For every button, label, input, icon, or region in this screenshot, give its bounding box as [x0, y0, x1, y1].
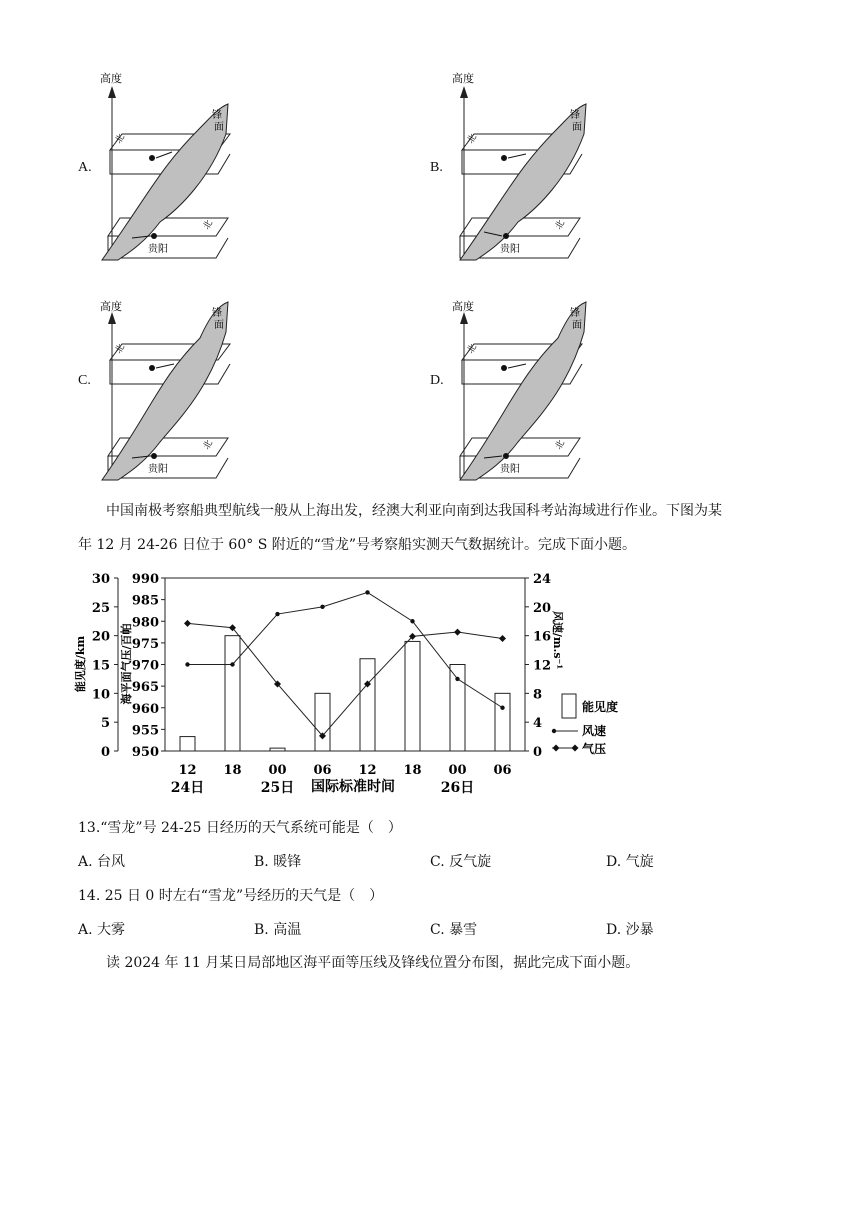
wind-axis-label: 风速/m.s⁻¹ [551, 610, 564, 670]
q14-option-a[interactable]: A. 大雾 [78, 922, 126, 938]
intro-paragraph [78, 494, 778, 562]
lower-point [151, 453, 157, 459]
x-tick-label: 18 [403, 763, 422, 778]
front-surface [102, 104, 228, 260]
visibility-tick-label: 20 [91, 629, 110, 645]
date-label: 25日 [260, 780, 295, 796]
visibility-bar [495, 693, 510, 751]
axis-arrow [108, 86, 116, 98]
x-tick-label: 06 [493, 763, 512, 778]
axis-arrow [108, 312, 116, 324]
wind-point [500, 706, 504, 710]
legend-bar-swatch [562, 694, 576, 718]
wind-point [320, 605, 324, 609]
q14-option-b[interactable]: B. 高温 [254, 922, 302, 938]
pressure-tick-label: 965 [131, 680, 159, 696]
pressure-tick-label: 990 [131, 572, 159, 587]
date-label: 24日 [170, 780, 205, 796]
pressure-tick-label: 960 [131, 701, 159, 717]
north-label-upper: 北 [113, 342, 128, 356]
visibility-tick-label: 15 [91, 658, 110, 674]
front-label-1: 锋 [570, 308, 580, 319]
axis-arrow [460, 86, 468, 98]
city-label: 贵阳 [148, 464, 168, 475]
city-label: 贵阳 [500, 464, 520, 475]
upper-wind-arrow [156, 152, 172, 158]
wind-tick-label: 16 [533, 629, 552, 645]
wind-tick-label: 12 [533, 658, 552, 674]
q13-option-a[interactable]: A. 台风 [78, 854, 126, 870]
front-diagram-d [442, 270, 622, 490]
x-tick-label: 12 [358, 763, 377, 778]
wind-tick-label: 20 [533, 600, 552, 616]
visibility-tick-label: 0 [100, 745, 110, 760]
question-13: 13.“雪龙”号 24-25 日经历的天气系统可能是（ ） [78, 820, 402, 836]
upper-wind-arrow [508, 364, 526, 368]
city-label: 贵阳 [500, 244, 520, 255]
question-14: 14. 25 日 0 时左右“雪龙”号经历的天气是（ ） [78, 888, 384, 904]
wind-point [410, 619, 414, 623]
q13-option-c[interactable]: C. 反气旋 [430, 854, 492, 870]
front-diagram-a [90, 66, 250, 266]
chart-xlabel: 国际标准时间 [311, 779, 395, 795]
pressure-axis-label: 海平面气压/百帕 [120, 623, 133, 705]
front-surface [460, 104, 586, 260]
front-label-1: 锋 [212, 308, 222, 319]
pressure-point [499, 635, 506, 642]
north-label-lower: 北 [201, 438, 216, 452]
axis-label: 高度 [100, 72, 122, 85]
wind-tick-label: 24 [533, 572, 552, 587]
axis-label: 高度 [452, 72, 474, 85]
front-label-2: 面 [572, 320, 582, 331]
upper-point [149, 155, 155, 161]
north-label-lower: 北 [201, 218, 216, 232]
wind-point [455, 677, 459, 681]
lower-point [503, 453, 509, 459]
legend-pressure: 气压 [582, 742, 607, 756]
wind-point [275, 612, 279, 616]
lower-point [503, 233, 509, 239]
x-tick-label: 12 [178, 763, 197, 778]
visibility-bar [225, 636, 240, 751]
outro-text: 读 2024 年 11 月某日局部地区海平面等压线及锋线位置分布图，据此完成下面小题。 [106, 955, 640, 971]
north-label-lower: 北 [553, 438, 568, 452]
option-c-label: C. [78, 373, 91, 388]
north-label-lower: 北 [553, 218, 568, 232]
front-label-2: 面 [214, 122, 224, 133]
date-label: 26日 [440, 780, 475, 796]
option-b-label: B. [430, 160, 443, 175]
upper-point [501, 155, 507, 161]
weather-chart [70, 570, 650, 800]
front-label-1: 锋 [570, 110, 580, 121]
visibility-bar [270, 748, 285, 751]
axis-label: 高度 [452, 300, 474, 313]
front-diagram-c [90, 270, 250, 490]
front-label-1: 锋 [212, 110, 222, 121]
axis-label: 高度 [100, 300, 122, 313]
pressure-tick-label: 970 [131, 658, 159, 674]
outro-paragraph [78, 946, 778, 980]
visibility-tick-label: 5 [100, 716, 110, 732]
upper-wind-arrow [508, 154, 526, 158]
x-tick-label: 00 [268, 763, 287, 778]
legend-wind-dot [552, 729, 556, 733]
front-label-2: 面 [572, 122, 582, 133]
pressure-point [184, 620, 191, 627]
visibility-bar [360, 659, 375, 751]
x-tick-label: 06 [313, 763, 332, 778]
pressure-tick-label: 955 [131, 723, 159, 739]
front-surface [460, 302, 586, 480]
wind-tick-label: 4 [533, 716, 543, 732]
x-tick-label: 18 [223, 763, 242, 778]
option-d-label: D. [430, 373, 444, 388]
visibility-axis-label: 能见度/km [74, 635, 87, 693]
pressure-point [454, 629, 461, 636]
wind-point [230, 662, 234, 666]
upper-point [149, 365, 155, 371]
x-tick-label: 00 [448, 763, 467, 778]
city-label: 贵阳 [148, 244, 168, 255]
north-label-upper: 北 [113, 132, 128, 146]
north-label-upper: 北 [465, 132, 480, 146]
intro-line-2: 年 12 月 24-26 日位于 60° S 附近的“雪龙”号考察船实测天气数据统计。完成下面小题。 [78, 537, 637, 553]
front-label-2: 面 [214, 320, 224, 331]
legend-wind: 风速 [582, 724, 607, 738]
pressure-tick-label: 985 [131, 593, 159, 609]
visibility-tick-label: 30 [91, 572, 110, 587]
q14-option-c[interactable]: C. 暴雪 [430, 922, 478, 938]
legend-pressure-diamond [553, 745, 560, 752]
axis-arrow [460, 312, 468, 324]
north-label-upper: 北 [465, 342, 480, 356]
wind-point [365, 590, 369, 594]
option-a-label: A. [78, 160, 92, 175]
front-surface [102, 302, 228, 480]
visibility-bar [180, 737, 195, 751]
wind-tick-label: 0 [533, 745, 543, 760]
front-diagram-b [442, 66, 602, 266]
visibility-bar [405, 641, 420, 751]
wind-point [185, 662, 189, 666]
visibility-bar [315, 693, 330, 751]
legend-visibility: 能见度 [582, 700, 619, 714]
lower-point [151, 233, 157, 239]
pressure-tick-label: 950 [131, 745, 159, 760]
q13-option-d[interactable]: D. 气旋 [606, 854, 654, 870]
visibility-tick-label: 10 [91, 687, 110, 703]
pressure-tick-label: 980 [131, 615, 159, 631]
wind-tick-label: 8 [533, 687, 543, 703]
legend-pressure-diamond [572, 745, 579, 752]
q13-option-b[interactable]: B. 暖锋 [254, 854, 302, 870]
intro-line-1: 中国南极考察船典型航线一般从上海出发，经澳大利亚向南到达我国科考站海域进行作业。下图为某 [106, 503, 722, 519]
visibility-tick-label: 25 [91, 600, 110, 616]
q14-option-d[interactable]: D. 沙暴 [606, 922, 654, 938]
upper-wind-arrow [156, 364, 174, 368]
upper-point [501, 365, 507, 371]
pressure-tick-label: 975 [131, 636, 159, 652]
